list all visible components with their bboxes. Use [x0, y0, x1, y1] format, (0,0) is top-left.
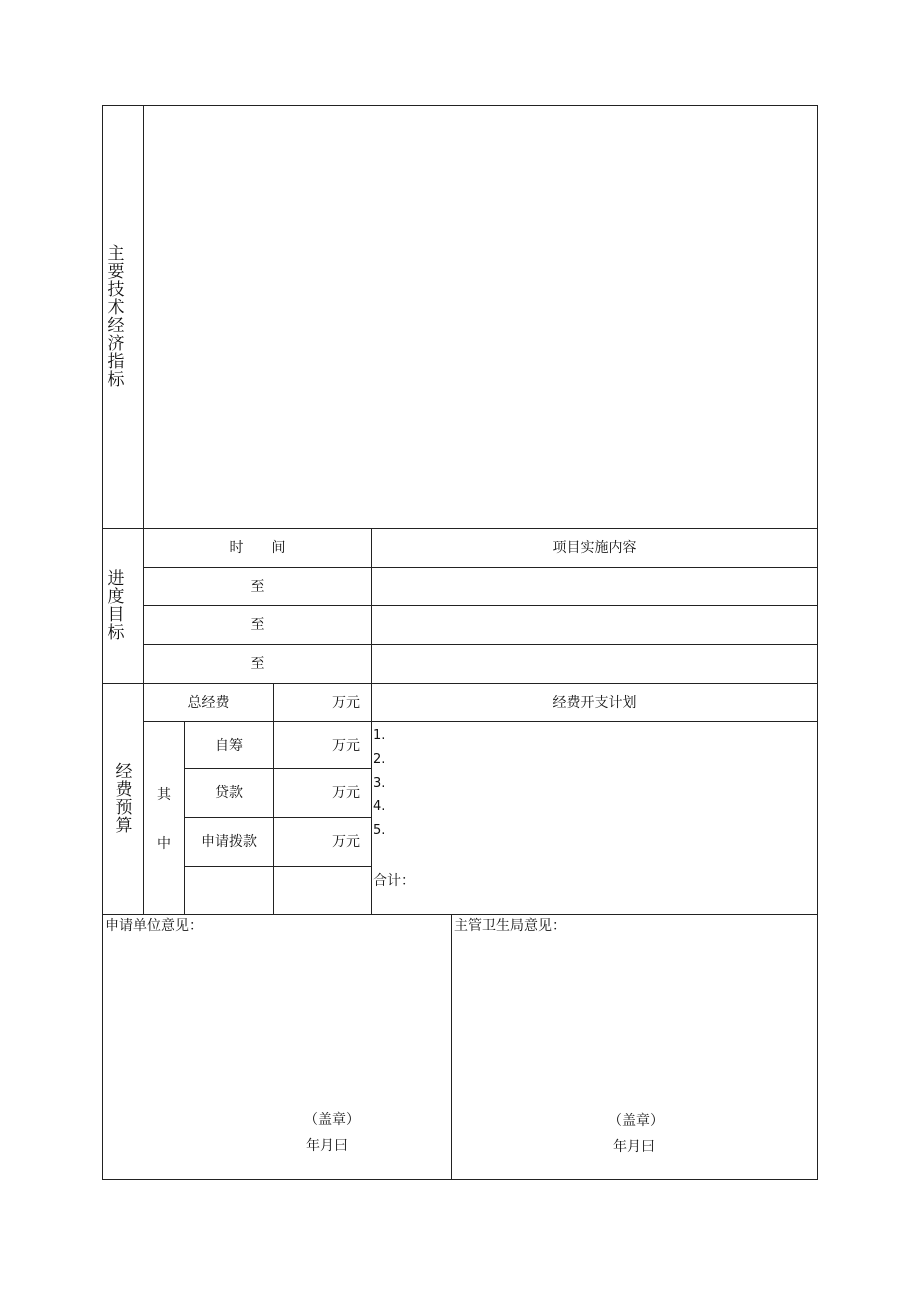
applicant-stamp: （盖章） — [304, 1112, 360, 1128]
divider-budget-header — [144, 721, 817, 722]
bureau-date: 年月曰 — [613, 1139, 655, 1155]
budget-item-unit[interactable]: 万元 — [332, 834, 360, 850]
progress-row-time[interactable]: 至 — [250, 579, 265, 595]
budget-plan-item[interactable]: 2. — [373, 752, 386, 767]
tech-content-area[interactable] — [144, 106, 817, 528]
bureau-opinion-title: 主管卫生局意见： — [454, 918, 566, 934]
bureau-opinion-area[interactable] — [452, 936, 817, 1106]
budget-plan-item[interactable]: 5. — [373, 823, 386, 838]
budget-total-unit[interactable]: 万元 — [332, 695, 360, 711]
budget-item-blank[interactable] — [185, 867, 273, 914]
bureau-stamp: （盖章） — [608, 1113, 664, 1129]
divider-budget-item — [185, 817, 371, 818]
applicant-date: 年月曰 — [306, 1138, 348, 1154]
budget-plan-item[interactable]: 4. — [373, 799, 386, 814]
progress-row-content[interactable] — [372, 606, 817, 644]
budget-item-blank-unit[interactable] — [274, 867, 371, 914]
divider-budget-opinions — [103, 914, 817, 915]
divider-tech-progress — [103, 528, 817, 529]
budget-subgroup-label-2: 中 — [157, 836, 171, 852]
budget-subgroup-label-1: 其 — [157, 787, 171, 803]
budget-item-name: 自筹 — [215, 738, 243, 754]
budget-item-unit[interactable]: 万元 — [332, 738, 360, 754]
budget-item-name: 申请拨款 — [201, 834, 257, 850]
progress-row-time[interactable]: 至 — [250, 617, 265, 633]
tech-section-label: 主要技术经济指标 — [107, 244, 125, 390]
budget-item-unit[interactable]: 万元 — [332, 785, 360, 801]
applicant-opinion-area[interactable] — [103, 936, 451, 1106]
budget-total-label: 总经费 — [187, 695, 230, 711]
progress-row-content[interactable] — [372, 645, 817, 683]
budget-section-label: 经费预算 — [115, 762, 133, 836]
divider-progress-budget — [103, 683, 817, 684]
progress-row-time[interactable]: 至 — [250, 656, 265, 672]
progress-section-label: 进度目标 — [107, 569, 125, 643]
budget-plan-item[interactable]: 3. — [373, 776, 386, 791]
project-form — [102, 105, 818, 1180]
progress-content-header: 项目实施内容 — [552, 540, 637, 556]
budget-plan-item[interactable]: 1. — [373, 728, 386, 743]
budget-item-name: 贷款 — [215, 785, 243, 801]
budget-plan-sum[interactable]: 合计： — [373, 873, 415, 889]
divider-budget-item — [185, 768, 371, 769]
progress-row-content[interactable] — [372, 568, 817, 605]
applicant-opinion-title: 申请单位意见： — [105, 918, 203, 934]
budget-plan-header: 经费开支计划 — [552, 695, 637, 711]
progress-time-header: 时 间 — [229, 540, 286, 556]
divider-budget-plan — [371, 683, 372, 914]
